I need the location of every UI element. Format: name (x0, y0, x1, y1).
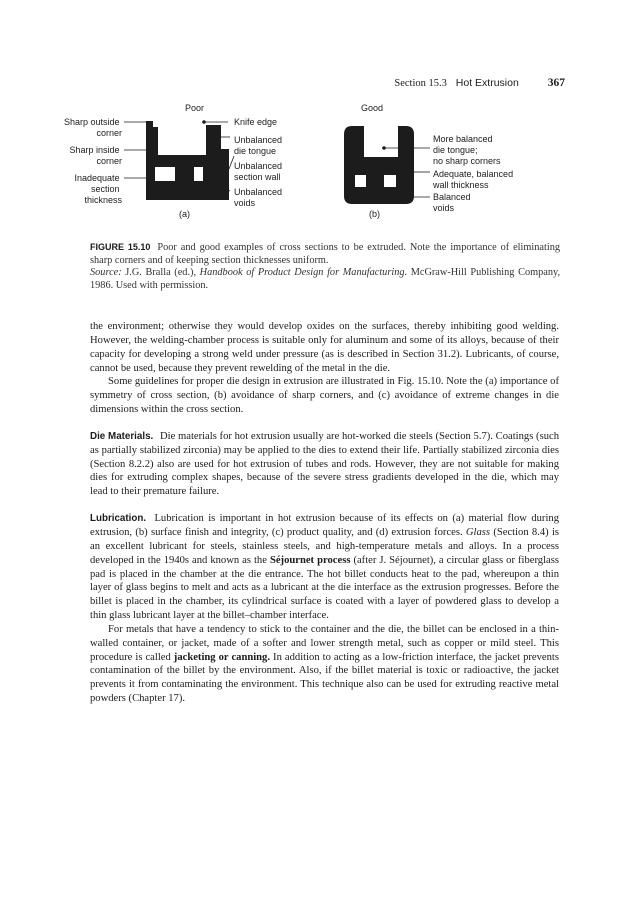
figure-label: FIGURE 15.10 (90, 242, 151, 252)
paragraph-die-design-guidelines: Some guidelines for proper die design in extrusion are illustrated in Fig. 15.10. Note the (a) importance of symmetry of cross section, (b) avoidance of sharp corners, and (c) avoidance of extreme changes in die dimensions within the cross section. (90, 376, 559, 416)
heading-die-materials: Die Materials. (90, 430, 154, 442)
figure-caption (90, 241, 560, 292)
label-balanced-voids: Balanced voids (433, 192, 471, 213)
die-materials-text: Die materials for hot extrusion usually are hot-worked die steels (Section 5.7). Coatings (such as partially stabilized zirconia) may be applied to the dies to extend their life. Partially stabilized zirconia dies (Section 8.2.2) also are used for hot extrusion of tubes and rods. However, they are not suitable for making dies for extruding complex shapes, because of the severe stress gradients developed in the die, which may lead to their premature failure. (90, 430, 559, 498)
term-jacketing-or-canning: jacketing or canning. (173, 651, 271, 663)
figure-15-10 (0, 90, 636, 240)
label-inadequate-section-thickness: Inadequate section thickness (74, 173, 122, 205)
label-knife-edge: Knife edge (234, 117, 278, 127)
panel-a (64, 103, 285, 219)
source-label: Source: (90, 267, 122, 278)
paragraph-welding-chamber: the environment; otherwise they would develop oxides on the surfaces, thereby inhibiting good welding. However, the welding-chamber process is suitable only for aluminum and some of its alloys, because of their capacity for developing a strong weld under pressure (as is described in Section 31.2). Lubricants, of course, cannot be used, because they prevent rewelding of the metal in the die. (90, 321, 559, 374)
panel-b-sublabel: (b) (369, 209, 380, 219)
knife-edge-dot (202, 120, 206, 124)
jacketing-text-a: For metals that have a tendency to stick to the container and the die, the billet can be enclosed in a thin-walled container, or jacket, made of a softer and lower strength metal, such as copper or mild steel. This procedure is called (90, 623, 559, 663)
good-void-right (384, 175, 396, 187)
lubrication-text-c: (after J. Séjournet), a circular glass or fiberglass pad is placed in the chamber at the die entrance. The hot billet conducts heat to the pad, whereupon a thin layer of glass begins to melt and acts as a lubricant at the die interface as the extrusion progresses. Before the billet is placed in the chamber, its cylindrical surface is coated with a layer of powdered glass to develop a thin glass lubricant layer at the billet–chamber interface. (90, 554, 559, 622)
running-head-section: Section 15.3 (394, 78, 447, 89)
caption-text (90, 241, 560, 267)
body-text (90, 320, 559, 706)
heading-lubrication: Lubrication. (90, 513, 147, 525)
caption-body: Poor and good examples of cross sections to be extruded. Note the importance of eliminating sharp corners and of keeping section thicknesses uniform. (90, 242, 561, 266)
good-cross-section-shape (344, 126, 414, 204)
poor-cross-section-shape (146, 121, 229, 200)
label-more-balanced-die-tongue: More balanced die tongue; no sharp corners (433, 134, 501, 166)
paragraph-die-materials (90, 430, 559, 499)
label-sharp-outside-corner: Sharp outside corner (63, 117, 122, 138)
source-publisher: McGraw-Hill Publishing Company, 1986. Used with permission. (90, 267, 561, 291)
label-adequate-balanced-wall: Adequate, balanced wall thickness (433, 169, 514, 190)
page-number: 367 (547, 77, 565, 89)
term-sejournet-process: Séjournet process (269, 554, 351, 566)
lubrication-text-b: (Section 8.4) is an excellent lubricant for steels, stainless steels, and high-temperature metals and alloys. In a process developed in the 1940s and known as the (90, 526, 560, 566)
running-head (0, 77, 565, 89)
panel-b-title: Good (361, 103, 384, 113)
label-unbalanced-section-wall: Unbalanced section wall (234, 161, 283, 182)
panel-a-sublabel: (a) (179, 209, 190, 219)
label-unbalanced-die-tongue: Unbalanced die tongue (234, 135, 283, 156)
paragraph-jacketing (90, 623, 559, 706)
source-book-title: Handbook of Product Design for Manufacturing. (199, 267, 408, 278)
paragraph-lubrication (90, 512, 559, 623)
panel-a-title: Poor (185, 103, 205, 113)
jacketing-text-b: In addition to acting as a low-friction interface, the jacket prevents contamination of the billet by the environment. Also, if the billet material is toxic or radioactive, the jacket prevents it from contaminating the environment. This technique also can be used for extruding reactive metal powders (Chapter 17). (90, 651, 559, 705)
running-head-title: Hot Extrusion (455, 77, 519, 89)
source-editor: J.G. Bralla (ed.), (125, 267, 197, 278)
die-tongue-dot (382, 146, 386, 150)
term-glass: Glass (465, 526, 491, 538)
lubrication-text-a: Lubrication is important in hot extrusion because of its effects on (a) material flow during extrusion, (b) surface finish and integrity, (c) product quality, and (d) extrusion forces. (90, 513, 559, 538)
caption-source (90, 267, 560, 292)
label-unbalanced-voids: Unbalanced voids (234, 187, 283, 208)
panel-b (344, 103, 516, 219)
label-sharp-inside-corner: Sharp inside corner (69, 145, 122, 166)
